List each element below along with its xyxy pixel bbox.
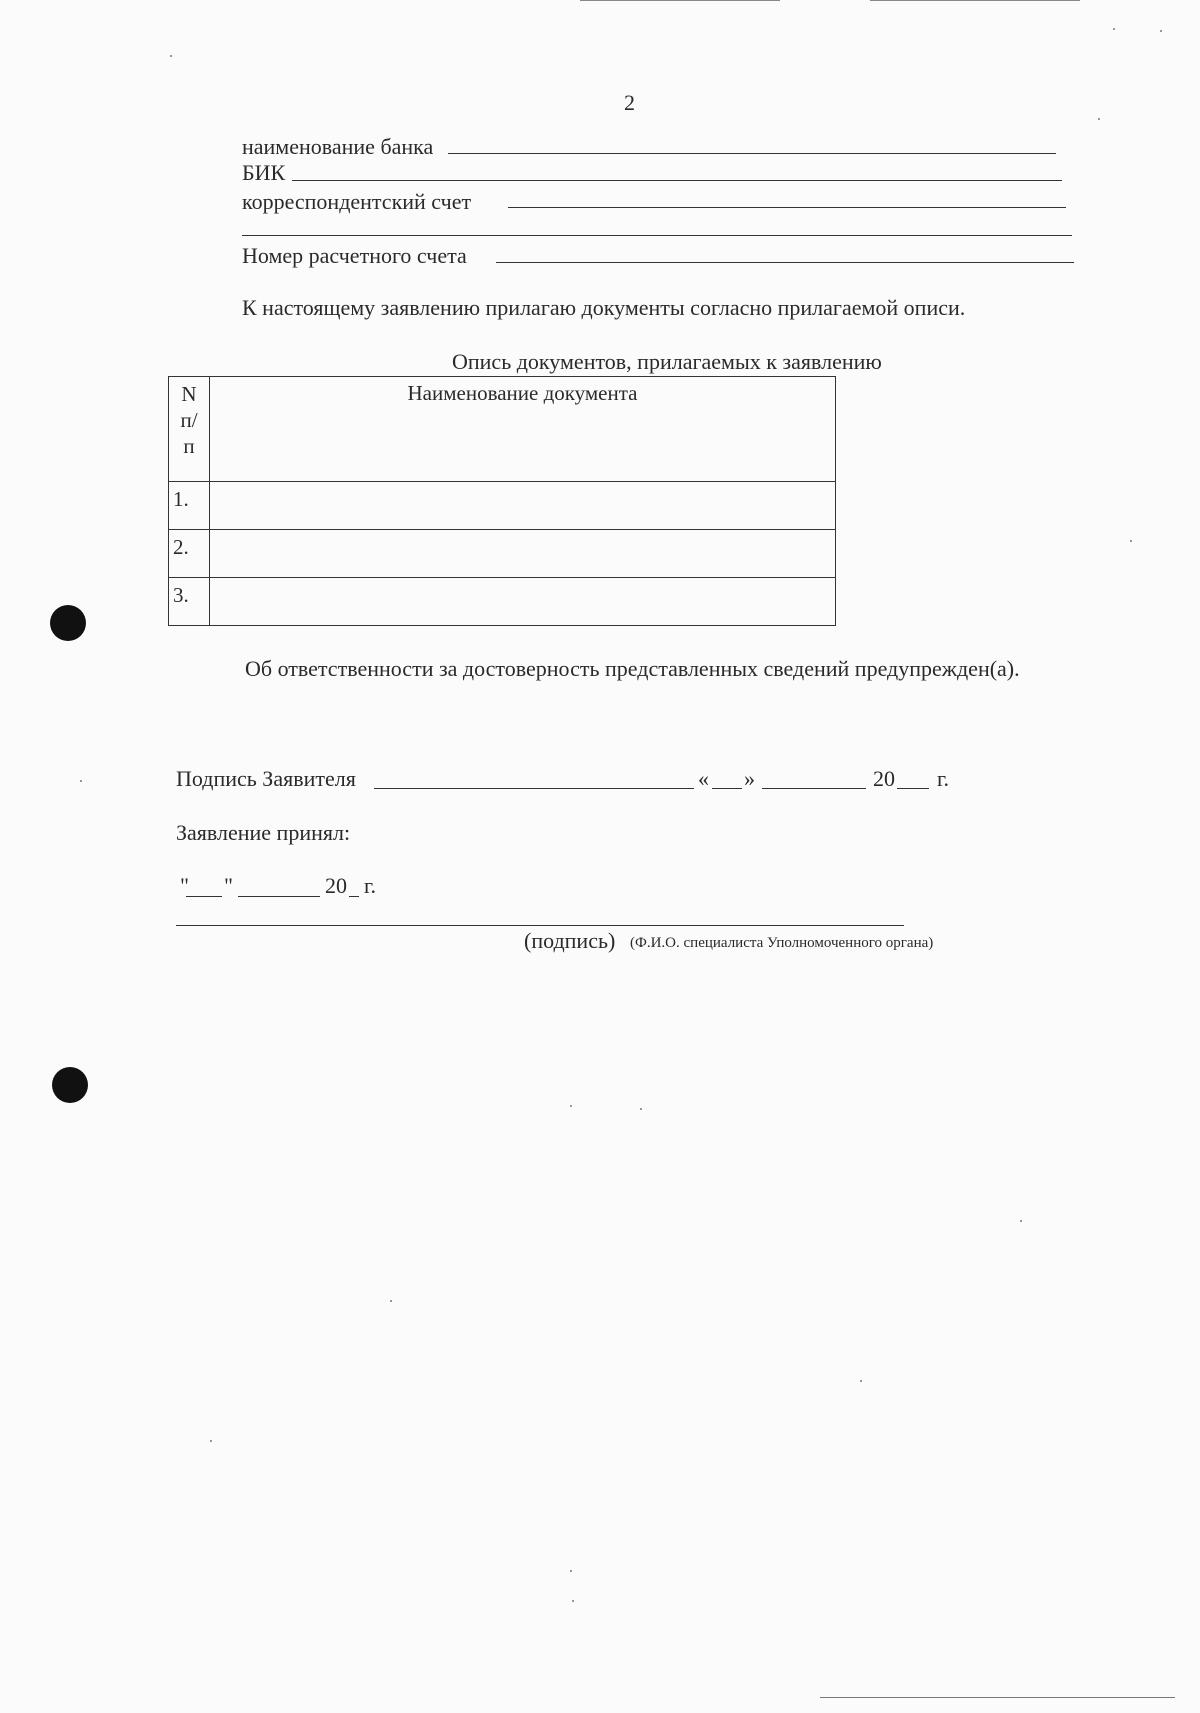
applicant-signature-label: Подпись Заявителя [176,766,356,791]
row-document-name[interactable] [210,530,836,578]
col-num-line: п/ [180,408,198,432]
bik-line[interactable] [292,180,1062,181]
corr-account-line-2[interactable] [242,235,1072,236]
date-year-line[interactable] [897,788,929,789]
accepted-month-line[interactable] [238,896,320,897]
scan-speck [1160,30,1162,32]
date-month-line[interactable] [762,788,866,789]
accepted-year-suffix: г. [364,873,377,898]
accepted-year-prefix: 20 [325,873,347,898]
accepted-signature-line[interactable] [176,925,904,926]
scan-speck [640,1108,642,1110]
row-number: 2. [169,530,210,578]
scan-speck [210,1440,212,1442]
row-number: 3. [169,578,210,626]
table-row [169,482,836,530]
scan-speck [170,55,172,57]
scan-speck [1020,1220,1022,1222]
scan-speck [1113,28,1115,30]
col-num-line: N [181,382,197,406]
accepted-close-quote: " [224,873,233,898]
bank-name-label: наименование банка [242,134,434,159]
table-row [169,530,836,578]
attachment-statement: К настоящему заявлению прилагаю документы согласно прилагаемой описи. [242,295,966,320]
accepted-open-quote: " [180,873,189,898]
scan-speck [860,1380,862,1382]
scan-speck [1130,540,1132,542]
scan-speck [1098,118,1100,120]
liability-statement: Об ответственности за достоверность представленных сведений предупрежден(а). [245,656,1020,681]
inventory-table [168,376,836,626]
inventory-title: Опись документов, прилагаемых к заявлению [452,349,882,374]
date-year-prefix: 20 [873,766,895,791]
col-num-header [169,377,210,482]
page-number: 2 [624,90,635,115]
punch-hole-bottom [52,1067,88,1103]
scan-edge-mark [820,1697,1175,1698]
col-name-header: Наименование документа [210,377,836,482]
table-row [169,578,836,626]
corr-account-label: корреспондентский счет [242,189,472,214]
accepted-label: Заявление принял: [176,820,351,845]
date-year-suffix: г. [937,766,950,791]
date-day-line[interactable] [712,788,742,789]
settlement-account-label: Номер расчетного счета [242,243,467,268]
date-close-quote: » [744,766,755,791]
scan-speck [570,1570,572,1572]
bik-label: БИК [242,160,286,185]
accepted-day-line[interactable] [186,896,222,897]
col-num-line: п [183,434,195,458]
row-document-name[interactable] [210,482,836,530]
official-name-caption: (Ф.И.О. специалиста Уполномоченного органа) [630,935,934,951]
row-document-name[interactable] [210,578,836,626]
table-header-row [169,377,836,482]
scan-speck [390,1300,392,1302]
bank-name-line[interactable] [448,153,1056,154]
date-open-quote: « [698,766,709,791]
scan-edge-mark [580,0,780,1]
applicant-signature-line[interactable] [374,788,694,789]
row-number: 1. [169,482,210,530]
scan-speck [572,1600,574,1602]
punch-hole-top [50,605,86,641]
scan-speck [570,1105,572,1107]
settlement-account-line[interactable] [496,262,1074,263]
scan-speck [80,780,82,782]
scan-edge-mark [870,0,1080,1]
signature-caption: (подпись) [524,928,616,953]
corr-account-line[interactable] [508,207,1066,208]
accepted-year-line[interactable] [349,896,359,897]
